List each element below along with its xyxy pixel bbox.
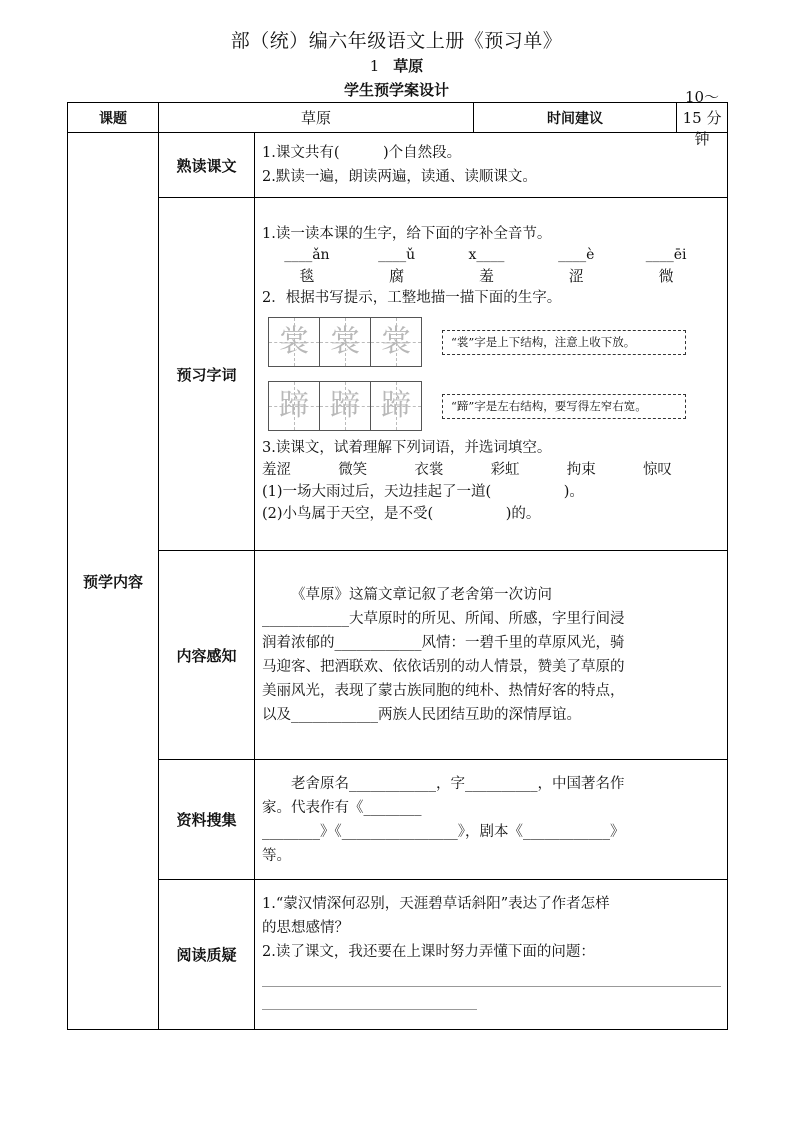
word-1: 羞涩 xyxy=(262,462,291,478)
chars-q3: 3.读课文，试着理解下列词语，并选词填空。 xyxy=(262,440,552,456)
lesson-name: 草原 xyxy=(393,57,424,75)
answer-line-2[interactable] xyxy=(262,987,477,1010)
answer-line-1[interactable] xyxy=(262,964,721,987)
lesson-heading xyxy=(0,55,793,76)
fill-question-2: (2)小鸟属于天空，是不受( )的。 xyxy=(262,506,541,522)
content-line-5: 美丽风光，表现了蒙古族同胞的纯朴、热情好客的特点， xyxy=(262,683,625,699)
content-line-1: 《草原》这篇文章记叙了老舍第一次访问 xyxy=(291,587,552,603)
info-line-3: ________》《________________》，剧本《____________》 xyxy=(262,823,625,840)
word-2: 微笑 xyxy=(338,462,368,478)
pinyin-row xyxy=(262,245,721,265)
section-read-content xyxy=(255,133,728,198)
section-label-info: 资料搜集 xyxy=(159,760,255,880)
content-line-2: ____________大草原时的所见、所闻、所感，字里行间浸 xyxy=(262,611,625,627)
lesson-number: 1 xyxy=(369,57,380,75)
chars-q2: 2．根据书写提示，工整地描一描下面的生字。 xyxy=(262,290,562,306)
section-label-content: 内容感知 xyxy=(159,551,255,760)
question-2: 2.读了课文，我还要在上课时努力弄懂下面的问题： xyxy=(262,944,595,960)
read-line-2: 2.默读一遍，朗读两遍，读通、读顺课文。 xyxy=(262,169,537,185)
question-1a: 1.“蒙汉情深何忍别，天涯碧草话斜阳”表达了作者怎样 xyxy=(262,896,610,912)
word-list xyxy=(262,459,672,481)
hanzi-2: 腐 xyxy=(389,267,405,285)
section-questions-content xyxy=(255,880,728,1030)
info-line-4: 等。 xyxy=(262,847,291,864)
tracing-grid-2 xyxy=(268,381,422,431)
fill-question-1: (1)一场大雨过后，天边挂起了一道( )。 xyxy=(262,484,584,500)
time-value: 10～15 分钟 xyxy=(682,88,722,148)
info-line-2: 家。代表作有《________ xyxy=(262,799,422,816)
hanzi-1: 毯 xyxy=(299,267,315,285)
time-label-text: 时间建议 xyxy=(474,103,677,132)
hanzi-4: 涩 xyxy=(568,267,584,285)
section-label-chars: 预习字词 xyxy=(159,198,255,551)
word-3: 衣裳 xyxy=(414,462,444,478)
hanzi-3: 羞 xyxy=(478,267,494,285)
section-info-content xyxy=(255,760,728,880)
content-line-6: 以及____________两族人民团结互助的深情厚谊。 xyxy=(262,707,581,723)
pinyin-1: ____ǎn xyxy=(284,247,330,263)
side-label: 预学内容 xyxy=(68,133,159,1030)
section-label-read: 熟读课文 xyxy=(159,133,255,198)
pinyin-5: ____ēi xyxy=(645,247,687,263)
info-line-1: 老舍原名____________，字__________，中国著名作 xyxy=(291,775,625,792)
tracing-cell: 蹄 xyxy=(269,382,320,430)
section-content-content xyxy=(255,551,728,760)
copy-row-1 xyxy=(268,315,721,369)
writing-tip-2: “蹄”字是左右结构，要写得左窄右宽。 xyxy=(442,394,686,419)
writing-tip-1: “裳”字是上下结构，注意上收下放。 xyxy=(442,330,686,355)
tracing-cell: 蹄 xyxy=(371,382,421,430)
content-line-3: 润着浓郁的____________风情：一碧千里的草原风光，骑 xyxy=(262,635,625,651)
copy-row-2 xyxy=(268,379,721,433)
hanzi-5: 微 xyxy=(658,267,674,285)
topic-label: 课题 xyxy=(68,103,159,133)
read-line-1: 1.课文共有( )个自然段。 xyxy=(262,145,462,161)
word-5: 拘束 xyxy=(566,462,596,478)
question-1b: 的思想感情？ xyxy=(262,920,349,936)
content-line-4: 马迎客、把酒联欢、依依话别的动人情景，赞美了草原的 xyxy=(262,659,625,675)
hanzi-row xyxy=(262,265,721,287)
chars-q1: 1.读一读本课的生字，给下面的字补全音节。 xyxy=(262,226,552,242)
pinyin-4: ____è xyxy=(558,247,595,263)
tracing-cell: 裳 xyxy=(269,318,320,366)
section-label-questions: 阅读质疑 xyxy=(159,880,255,1030)
topic-value: 草原 xyxy=(159,103,474,133)
subtitle: 学生预学案设计 xyxy=(343,81,449,99)
word-4: 彩虹 xyxy=(490,462,520,478)
word-6: 惊叹 xyxy=(642,462,672,478)
time-label xyxy=(474,88,728,148)
pinyin-3: x____ xyxy=(468,247,505,263)
page-title: 部（统）编六年级语文上册《预习单》 xyxy=(230,30,563,52)
tracing-cell: 裳 xyxy=(320,318,371,366)
pinyin-2: ____ǔ xyxy=(378,247,416,263)
tracing-cell: 裳 xyxy=(371,318,421,366)
tracing-grid-1 xyxy=(268,317,422,367)
tracing-cell: 蹄 xyxy=(320,382,371,430)
section-chars-content xyxy=(255,198,728,551)
